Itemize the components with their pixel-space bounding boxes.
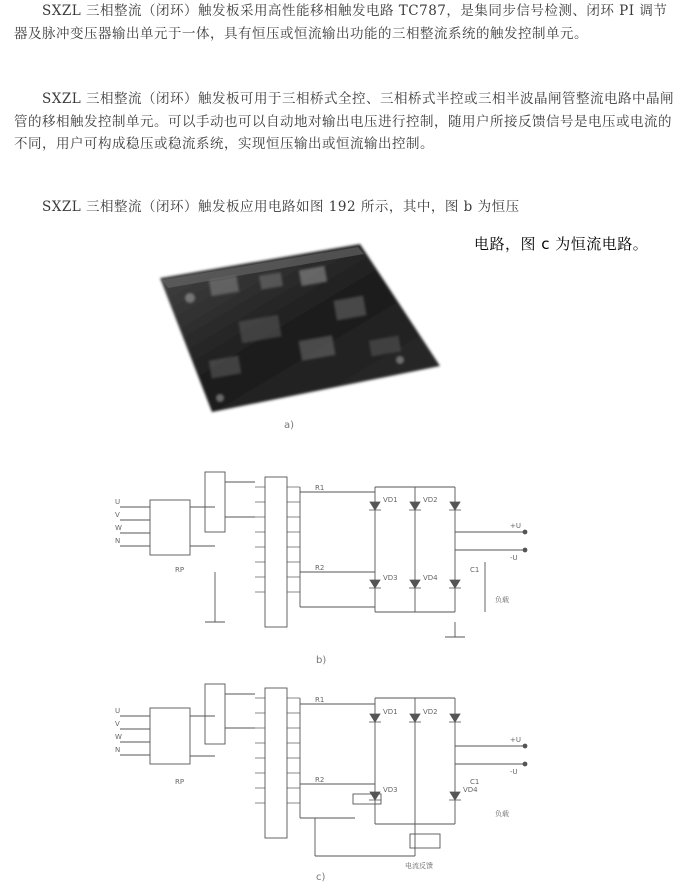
label-w: W: [115, 733, 122, 741]
label-load: 负载: [495, 596, 509, 604]
label-u: U: [115, 498, 121, 506]
label-vd3: VD3: [383, 786, 398, 794]
label-r1: R1: [315, 484, 325, 492]
label-n: N: [115, 746, 121, 754]
label-u: U: [115, 707, 121, 715]
label-vd1: VD1: [383, 496, 398, 504]
label-minus-u: -U: [510, 768, 518, 776]
figure-caption-c: c): [316, 872, 326, 883]
label-c1: C1: [470, 566, 480, 574]
label-n: N: [115, 537, 121, 545]
label-vd2: VD2: [423, 496, 438, 504]
label-plus-u: +U: [510, 522, 521, 530]
paragraph-3-end: 电路，图 c 为恒流电路。: [474, 235, 649, 253]
label-v: V: [115, 511, 120, 519]
label-vd1: VD1: [383, 708, 398, 716]
label-r2: R2: [315, 564, 325, 572]
label-vd2: VD2: [423, 708, 438, 716]
paragraph-2: SXZL 三相整流（闭环）触发板可用于三相桥式全控、三相桥式半控或三相半波晶闸管整流电路中晶闸管的移相触发控制单元。可以手动也可以自动地对输出电压进行控制，随用户所接反馈信号是电压或电流的不同，用户可构成稳压或稳流系统，实现恒压输出或恒流输出控制。: [14, 91, 674, 152]
label-rp: RP: [175, 566, 185, 574]
label-rp: RP: [175, 778, 185, 786]
figure-caption-b: b): [316, 655, 327, 666]
trigger-board-photo: [150, 238, 450, 416]
label-minus-u: -U: [510, 554, 518, 562]
label-vd4: VD4: [423, 574, 438, 582]
label-plus-u: +U: [510, 736, 521, 744]
label-w: W: [115, 524, 122, 532]
label-r2: R2: [315, 776, 325, 784]
label-c1: C1: [470, 778, 480, 786]
label-load: 负载: [495, 810, 509, 818]
schematic-constant-current: [115, 676, 545, 872]
label-vd4: VD4: [463, 786, 478, 794]
paragraph-3: SXZL 三相整流（闭环）触发板应用电路如图 192 所示，其中，图 b 为恒压: [42, 199, 520, 215]
label-vd3: VD3: [383, 574, 398, 582]
paragraph-1: SXZL 三相整流（闭环）触发板采用高性能移相触发电路 TC787，是集同步信号检测、闭环 PI 调节器及脉冲变压器输出单元于一体，具有恒压或恒流输出功能的三相整流系统的触发控制单元。: [14, 3, 668, 42]
label-r1: R1: [315, 696, 325, 704]
label-v: V: [115, 720, 120, 728]
figure-caption-a: a): [284, 420, 295, 431]
label-current-feedback: 电流反馈: [405, 862, 433, 870]
schematic-constant-voltage: [115, 462, 545, 652]
